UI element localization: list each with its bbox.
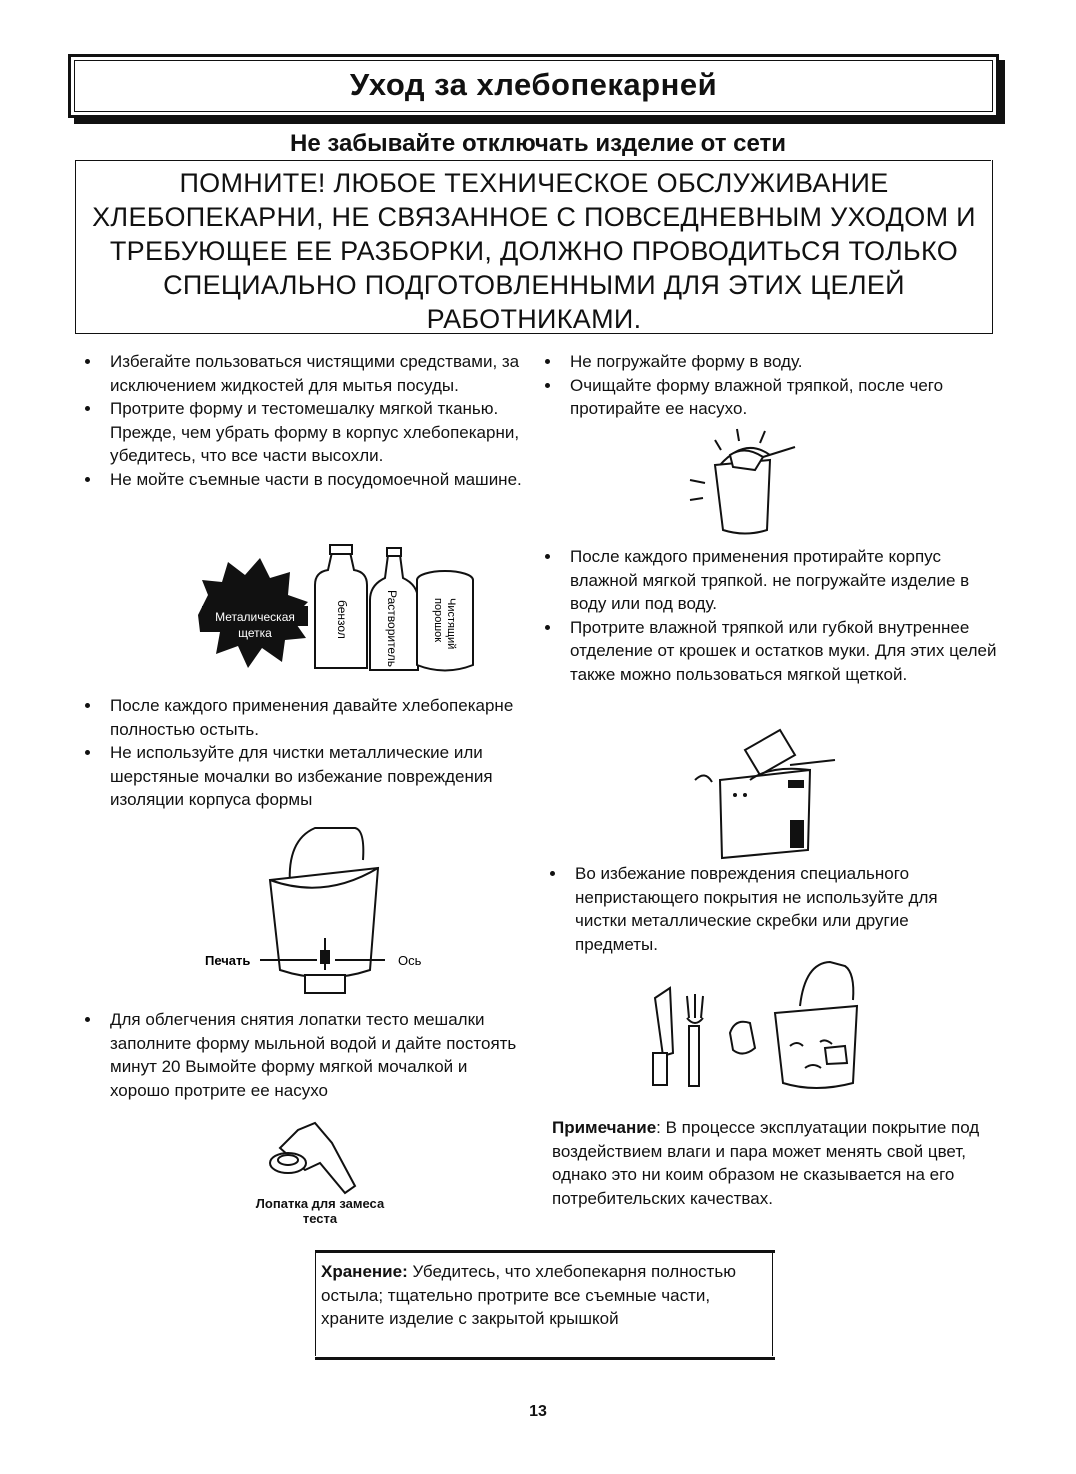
bread-pan-illustration	[195, 820, 445, 1000]
right-bullets-c	[543, 862, 993, 956]
list-item: После каждого применения протирайте корпус влажной мягкой тряпкой. не погружайте изделие в воду или под воду.	[538, 545, 998, 616]
axis-label: Ось	[398, 953, 422, 968]
benzene-label: бензол	[335, 600, 349, 639]
list-item: Не мойте съемные части в посудомоечной машине.	[78, 468, 530, 492]
no-metal-tools-illustration	[625, 958, 870, 1098]
note	[552, 1116, 992, 1210]
seal-label: Печать	[205, 953, 251, 968]
powder-can	[417, 580, 473, 671]
wipe-pan-illustration	[675, 425, 805, 540]
knife	[655, 988, 673, 1056]
list-item: Протрите форму и тестомешалку мягкой тканью. Прежде, чем убрать форму в корпус хлебопекарни, убедитесь, что все части высохли.	[78, 397, 530, 468]
stop-hand	[730, 1022, 755, 1054]
storage-label: Хранение:	[321, 1262, 408, 1281]
brush-label-2: щетка	[238, 626, 272, 640]
list-item: Для облегчения снятия лопатки тесто мешалки заполните форму мыльной водой и дайте постоять минут 20 Вымойте форму мягкой мочалкой и хорошо протрите ее насухо	[78, 1008, 530, 1102]
note-text: : В процессе эксплуатации покрытие под воздействием влаги и пара может менять свой цвет, однако это ни коим образом не сказывается на его потребительских качествах.	[552, 1118, 980, 1208]
page-number: 13	[529, 1403, 547, 1420]
page-title: Уход за хлебопекарней	[349, 67, 718, 102]
note-label: Примечание	[552, 1118, 657, 1137]
fork	[687, 994, 703, 1018]
list-item: Во избежание повреждения специального непристающего покрытия не используйте для чистки металлические скребки или другие предметы.	[543, 862, 993, 956]
powder-label-1: Чистящий	[445, 598, 457, 650]
left-bullets-a	[78, 350, 530, 491]
left-bullets-b	[78, 694, 530, 812]
warning-box	[75, 160, 993, 334]
kneading-blade-illustration	[260, 1108, 370, 1198]
list-item: Избегайте пользоваться чистящими средствами, за исключением жидкостей для мытья посуды.	[78, 350, 530, 397]
list-item: Протрите влажной тряпкой или губкой внутреннее отделение от крошек и остатков муки. Для этих целей также можно пользоваться мягкой щеткой.	[538, 616, 998, 687]
list-item: Очищайте форму влажной тряпкой, после чего протирайте ее насухо.	[538, 374, 988, 421]
subtitle: Не забывайте отключать изделие от сети	[290, 130, 786, 157]
storage-text: Убедитесь, что хлебопекарня полностью остыла; тщательно протрите все съемные части, храните изделие с закрытой крышкой	[321, 1262, 736, 1328]
right-bullets-a	[538, 350, 988, 421]
pan-wipe	[715, 460, 770, 534]
list-item: Не погружайте форму в воду.	[538, 350, 988, 374]
list-item: После каждого применения давайте хлебопекарне полностью остыть.	[78, 694, 530, 741]
wipe-body-illustration	[690, 720, 840, 865]
right-bullets-b	[538, 545, 998, 686]
cleaners-illustration	[190, 540, 480, 685]
left-bullets-c	[78, 1008, 530, 1102]
powder-label-2: порошок	[432, 598, 444, 643]
blade-caption: Лопатка для замеса теста	[255, 1196, 385, 1226]
list-item: Не используйте для чистки металлические или шерстяные мочалки во избежание повреждения изоляции корпуса формы	[78, 741, 530, 812]
solvent-label: Растворитель	[385, 590, 399, 667]
warning-text: ПОМНИТЕ! ЛЮБОЕ ТЕХНИЧЕСКОЕ ОБСЛУЖИВАНИЕ ХЛЕБОПЕКАРНИ, НЕ СВЯЗАННОЕ С ПОВСЕДНЕВНЫМ УХОДОМ И ТРЕБУЮЩЕЕ ЕЕ РАЗБОРКИ, ДОЛЖНО ПРОВОДИТЬСЯ ТОЛЬКО СПЕЦИАЛЬНО ПОДГОТОВЛЕННЫМИ ДЛЯ ЭТИХ ЦЕЛЕЙ РАБОТНИКАМИ.	[92, 168, 976, 334]
brush-label-1: Металическая	[215, 610, 295, 624]
title-box	[68, 54, 999, 118]
storage-box	[315, 1252, 773, 1356]
